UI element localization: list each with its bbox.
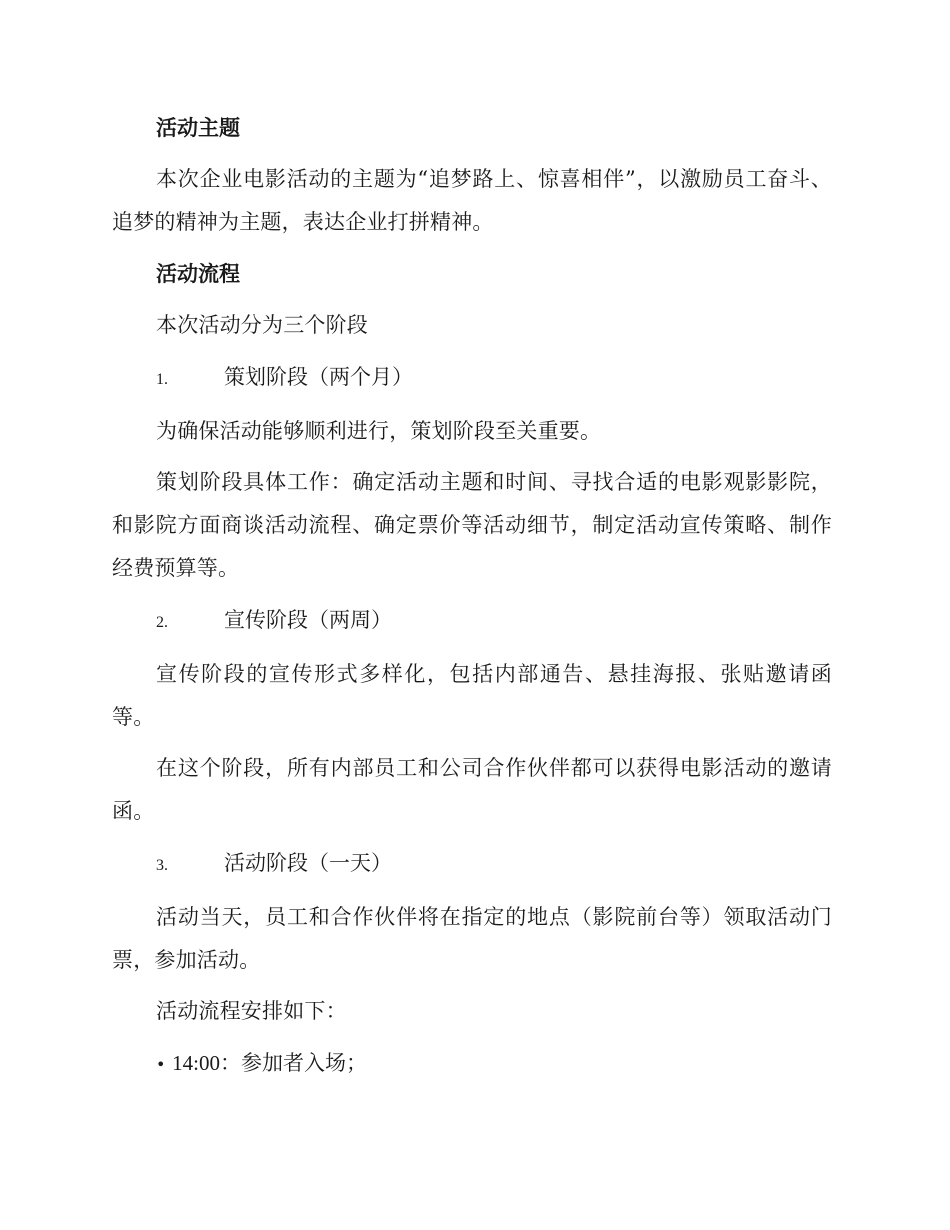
flow-intro-paragraph: 本次活动分为三个阶段 xyxy=(156,313,368,337)
stage-number: 3. xyxy=(156,857,168,874)
stage-title: 宣传阶段（两周） xyxy=(224,608,392,632)
stage-number: 2. xyxy=(156,614,168,631)
stage2-paragraph-1: 宣传阶段的宣传形式多样化，包括内部通告、悬挂海报、张贴邀请函等。 xyxy=(112,662,832,729)
stage-number: 1. xyxy=(156,371,168,388)
stage-title: 活动阶段（一天） xyxy=(224,851,392,875)
stage1-paragraph-2: 策划阶段具体工作：确定活动主题和时间、寻找合适的电影观影影院，和影院方面商谈活动流程、确定票价等活动细节，制定活动宣传策略、制作经费预算等。 xyxy=(112,470,832,580)
section-heading-theme: 活动主题 xyxy=(156,115,240,140)
bullet-icon: • xyxy=(156,1055,166,1074)
stage2-paragraph-2: 在这个阶段，所有内部员工和公司合作伙伴都可以获得电影活动的邀请函。 xyxy=(112,756,832,823)
stage-item-3 xyxy=(112,841,832,888)
schedule-time: 14:00 xyxy=(172,1051,220,1075)
section-heading-flow: 活动流程 xyxy=(156,261,240,286)
stage-item-1 xyxy=(112,355,832,402)
theme-paragraph: 本次企业电影活动的主题为“追梦路上、惊喜相伴”，以激励员工奋斗、追梦的精神为主题，表达企业打拼精神。 xyxy=(112,167,832,234)
stage1-paragraph-1: 为确保活动能够顺利进行，策划阶段至关重要。 xyxy=(156,419,602,443)
schedule-text: ：参加者入场； xyxy=(219,1051,367,1075)
stage-item-2 xyxy=(112,598,832,645)
schedule-intro-paragraph: 活动流程安排如下： xyxy=(156,999,347,1023)
document-body xyxy=(112,106,832,1095)
schedule-item xyxy=(112,1041,832,1087)
stage-title: 策划阶段（两个月） xyxy=(224,365,413,389)
stage3-paragraph-1: 活动当天，员工和合作伙伴将在指定的地点（影院前台等）领取活动门票，参加活动。 xyxy=(112,905,832,972)
